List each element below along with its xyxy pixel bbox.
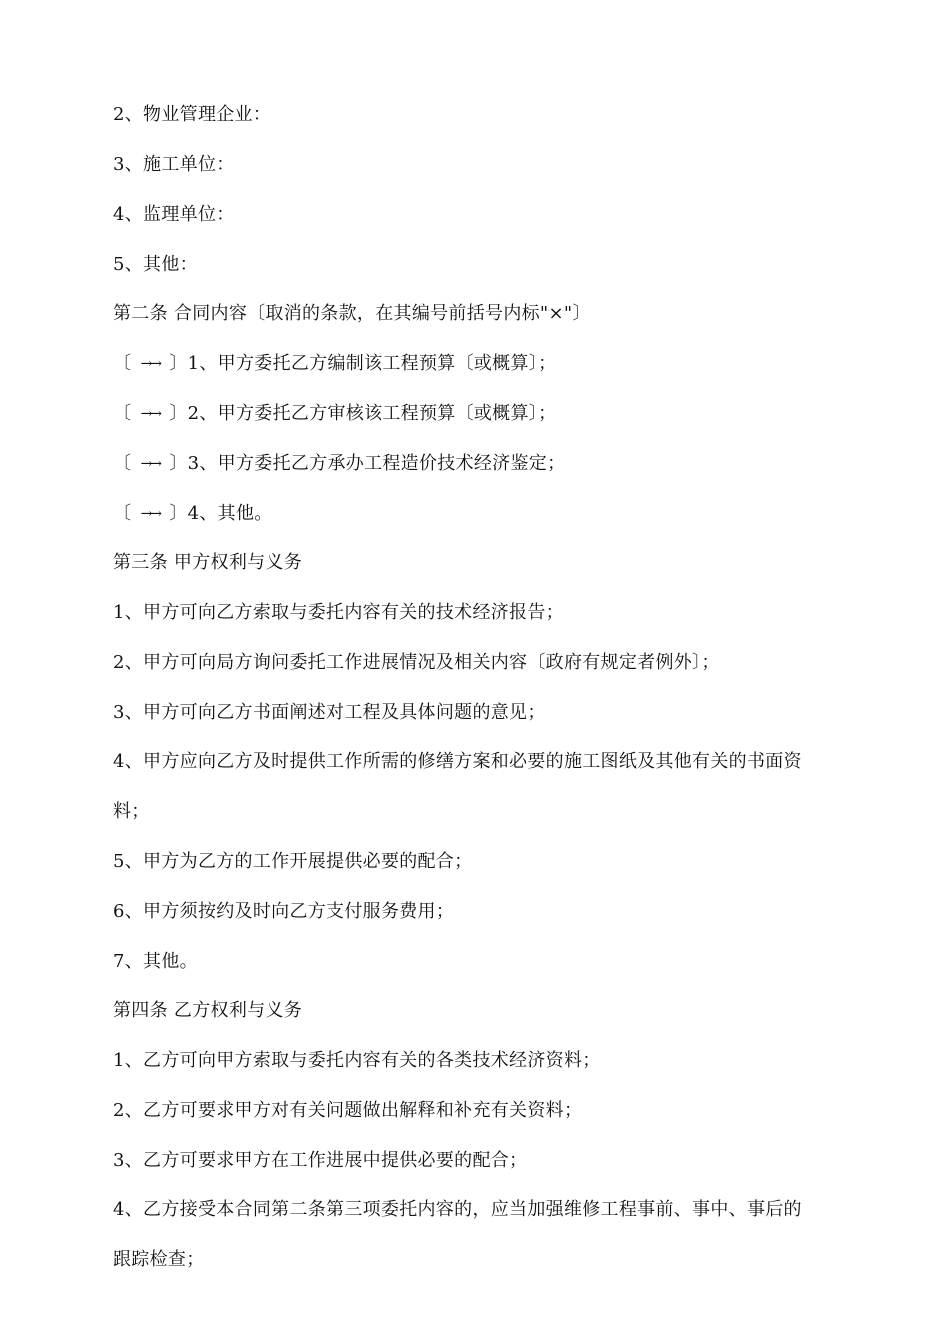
clause-line: 3、乙方可要求甲方在工作进展中提供必要的配合；	[113, 1150, 528, 1171]
bracket-open: 〔	[113, 453, 132, 474]
bracket-close: 〕	[169, 503, 188, 524]
clause-line: 5、其他：	[113, 254, 198, 275]
clause-line: 2、乙方可要求甲方对有关问题做出解释和补充有关资料；	[113, 1100, 583, 1121]
clause-text: 2、甲方委托乙方审核该工程预算〔或概算〕；	[187, 403, 557, 424]
clause-line: 3、施工单位：	[113, 154, 235, 175]
arrow-mark-icon: →→	[140, 456, 161, 472]
clause-text: 4、其他。	[187, 503, 273, 524]
clause-line: 7、其他。	[113, 951, 198, 972]
clause-line: 4、乙方接受本合同第二条第三项委托内容的，应当加强维修工程事前、事中、事后的	[113, 1199, 802, 1220]
bracket-close: 〕	[169, 353, 188, 374]
arrow-mark-icon: →→	[140, 406, 161, 422]
section-heading-2: 第二条 合同内容〔取消的条款，在其编号前括号内标"×"〕	[113, 303, 591, 324]
clause-text: 3、甲方委托乙方承办工程造价技术经济鉴定；	[187, 453, 566, 474]
clause-line: 1、乙方可向甲方索取与委托内容有关的各类技术经济资料；	[113, 1050, 601, 1071]
clause-line: 2、物业管理企业：	[113, 104, 272, 125]
bracket-open: 〔	[113, 353, 132, 374]
clause-line: 2、甲方可向局方询问委托工作进展情况及相关内容〔政府有规定者例外〕；	[113, 652, 720, 673]
arrow-mark-icon: →→	[140, 356, 161, 372]
bracket-close: 〕	[169, 453, 188, 474]
clause-line-continued: 跟踪检查；	[113, 1249, 205, 1270]
checkbox-clause	[113, 501, 853, 527]
clause-line: 4、甲方应向乙方及时提供工作所需的修缮方案和必要的施工图纸及其他有关的书面资	[113, 751, 802, 772]
clause-line: 5、甲方为乙方的工作开展提供必要的配合；	[113, 851, 473, 872]
clause-line: 1、甲方可向乙方索取与委托内容有关的技术经济报告；	[113, 602, 564, 623]
bracket-open: 〔	[113, 503, 132, 524]
checkbox-clause	[113, 451, 853, 477]
checkbox-clause	[113, 351, 853, 377]
clause-line: 3、甲方可向乙方书面阐述对工程及具体问题的意见；	[113, 702, 546, 723]
clause-line: 6、甲方须按约及时向乙方支付服务费用；	[113, 901, 455, 922]
clause-line: 4、监理单位：	[113, 204, 235, 225]
section-heading-3: 第三条 甲方权利与义务	[113, 552, 303, 573]
clause-line-continued: 料；	[113, 801, 150, 822]
arrow-mark-icon: →→	[140, 506, 161, 522]
section-heading-4: 第四条 乙方权利与义务	[113, 1000, 303, 1021]
clause-text: 1、甲方委托乙方编制该工程预算〔或概算〕；	[187, 353, 557, 374]
checkbox-clause	[113, 401, 853, 427]
bracket-open: 〔	[113, 403, 132, 424]
bracket-close: 〕	[169, 403, 188, 424]
